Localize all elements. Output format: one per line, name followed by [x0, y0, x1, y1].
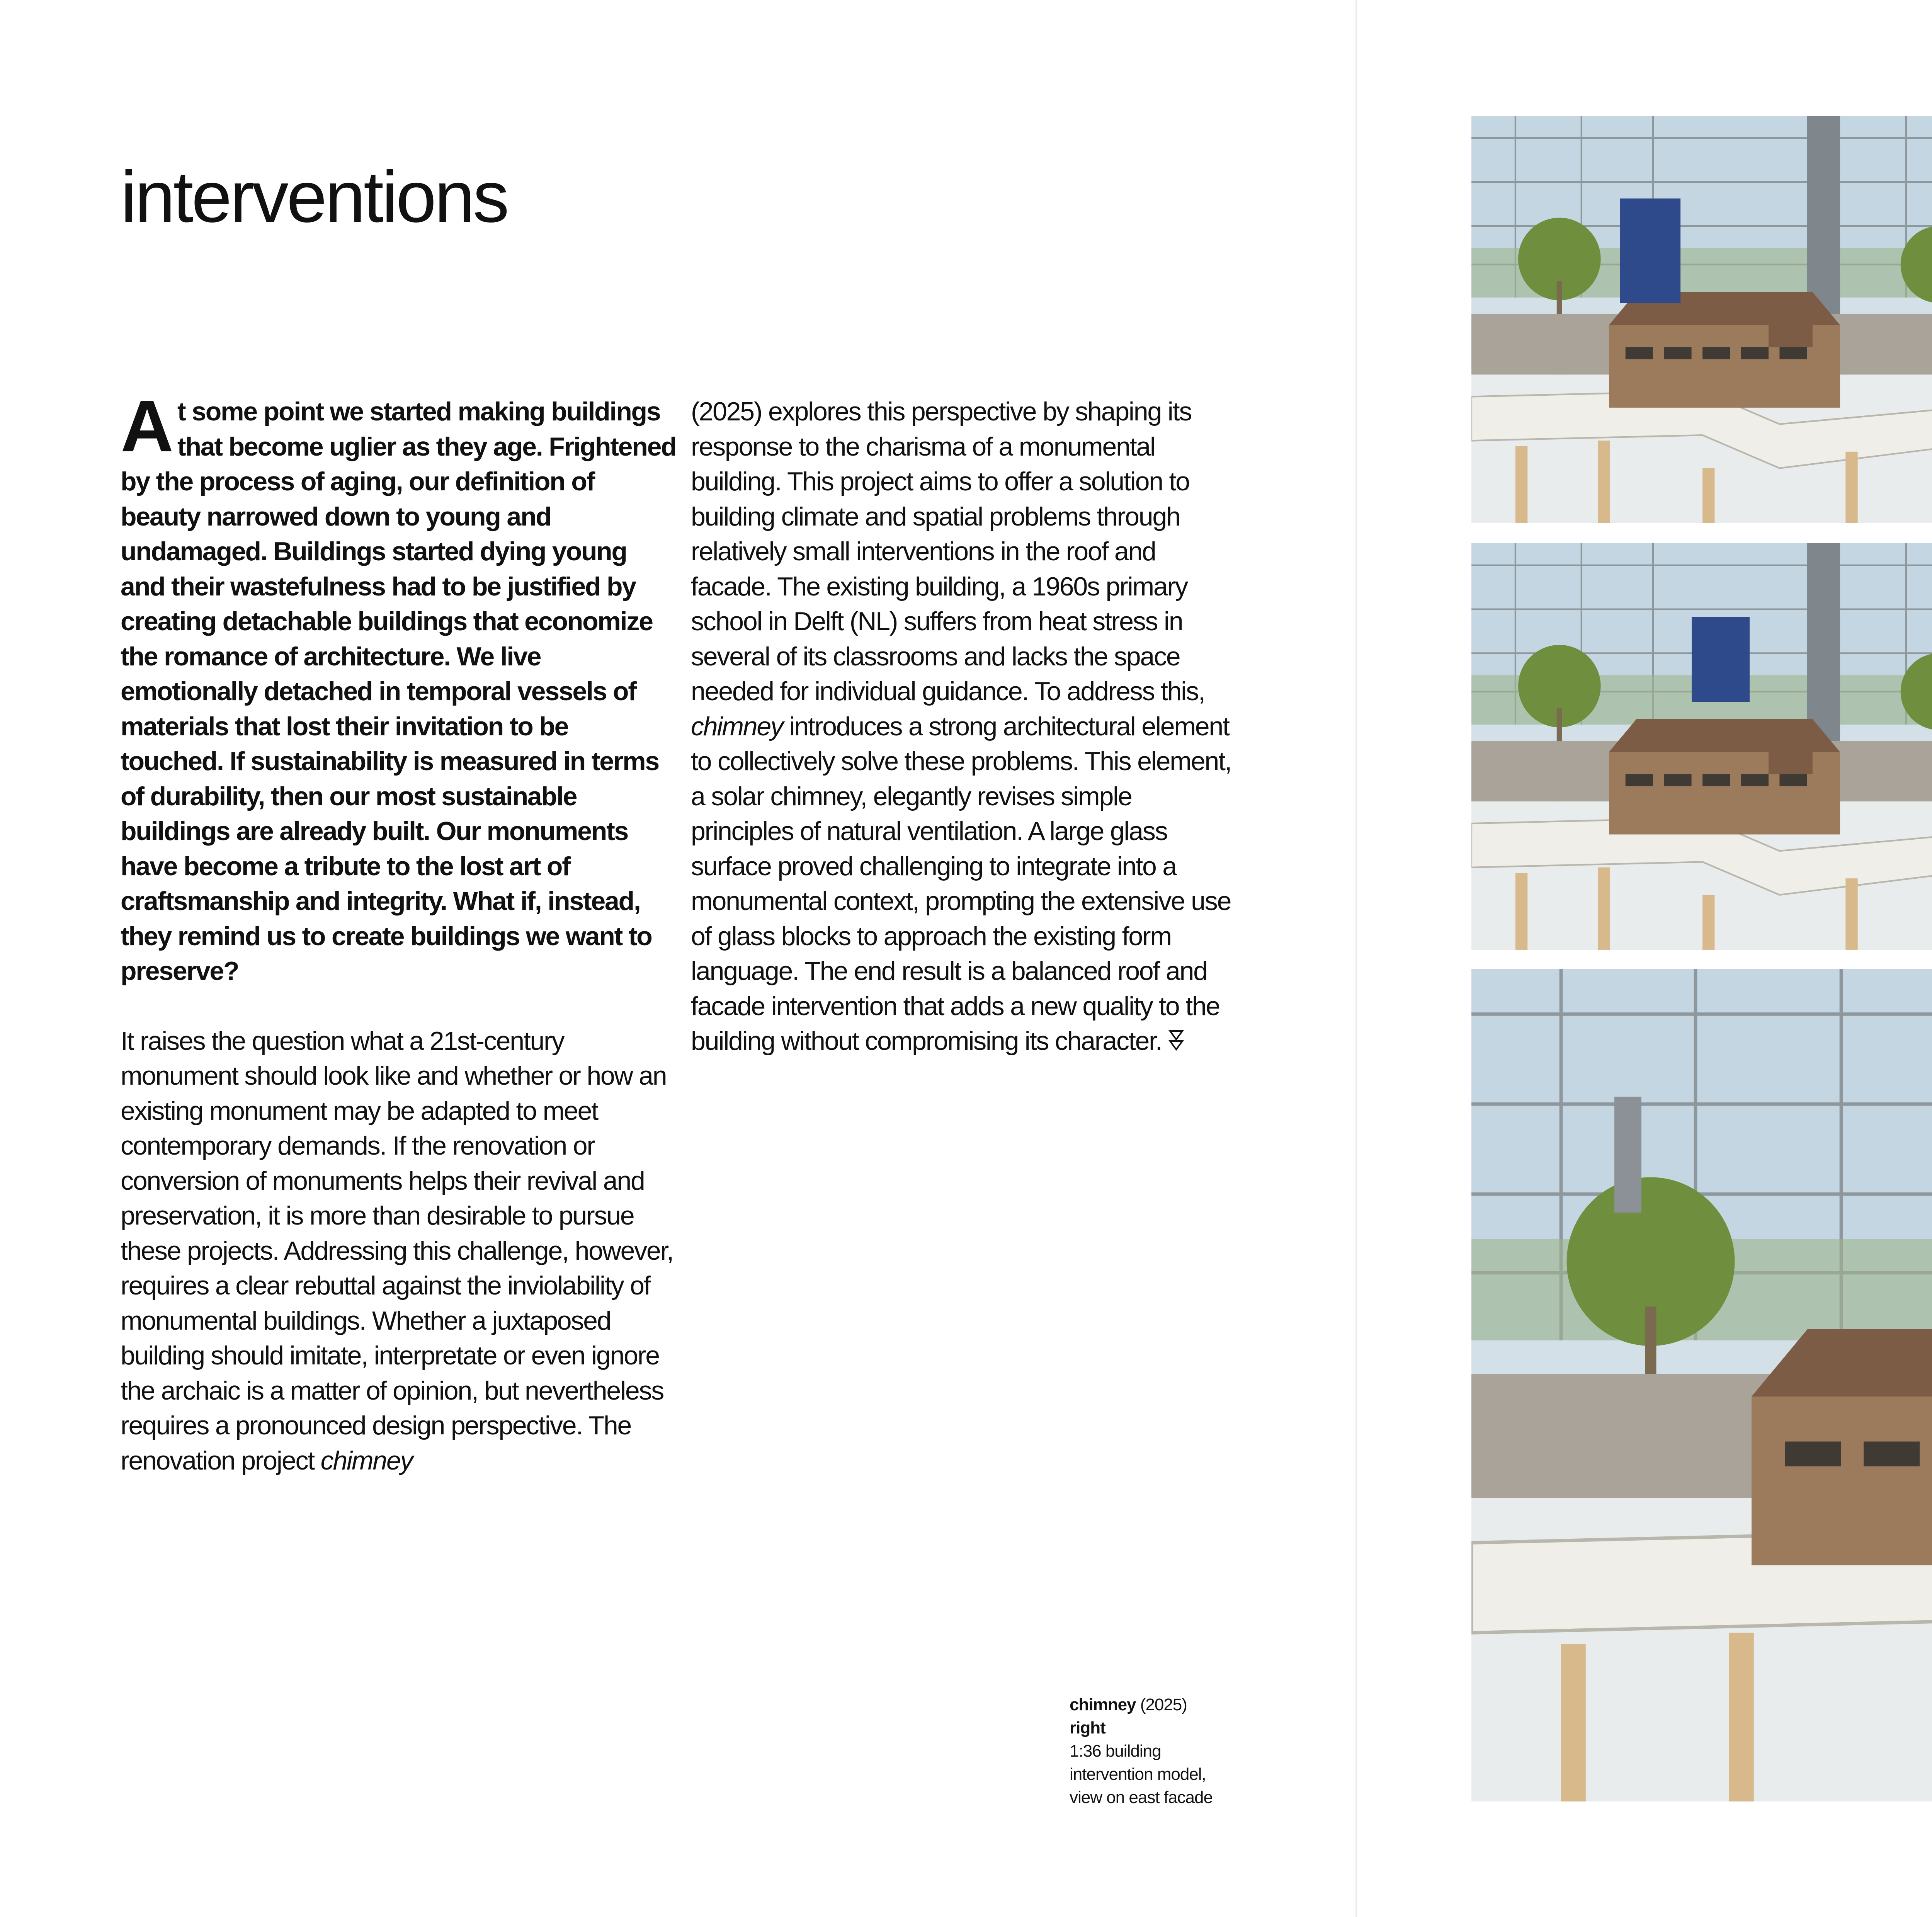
- caption-title: chimney: [1070, 1695, 1136, 1714]
- project-name-italic: chimney: [320, 1446, 413, 1475]
- model-photo-1-image: [1471, 116, 1932, 523]
- article-column-right: [691, 394, 1240, 1060]
- body-right-text-1: (2025) explores this perspective by shaping its response to the charisma of a monumental building. This project aims to offer a solution to building climate and spatial problems through relatively small interventions in the roof and facade. The existing building, a 1960s primary school in Delft (NL) suffers from heat stress in several of its classrooms and lacks the space needed for individual guidance. To address this,: [691, 397, 1205, 706]
- caption-position: right: [1070, 1718, 1105, 1737]
- caption-line-2: intervention model,: [1070, 1765, 1206, 1784]
- model-photo-1: [1471, 116, 1932, 523]
- body-paragraph-left: [121, 1024, 677, 1478]
- body-left-text: It raises the question what a 21st-century monument should look like and whether or how an existing monument may be adapted to meet contemporary demands. If the renovation or conversion of monuments helps their revival and preservation, it is more than desirable to pursue these projects. Addressing this challenge, however, requires a clear rebuttal against the inviolability of monumental buildings. Whether a juxtaposed building should imitate, interpretate or even ignore the archaic is a matter of opinion, but nevertheless requires a pronounced design perspective. The renovation project: [121, 1026, 673, 1475]
- lead-paragraph: [121, 385, 677, 989]
- end-of-article-icon: [1168, 1026, 1184, 1061]
- model-photo-3-image: [1471, 543, 1932, 950]
- lead-text: t some point we started making buildings that become uglier as they age. Frightened by the process of aging, our definition of beauty narrowed down to young and undamaged. Buildings started dying young and their wastefulness had to be justified by creating detachable buildings that economize the romance of architecture. We live emotionally detached in temporal vessels of materials that lost their invitation to be touched. If sustainability is measured in terms of durability, then our most sustainable buildings are already built. Our monuments have become a tribute to the lost art of craftsmanship and integrity. What if, instead, they remind us to create buildings we want to preserve?: [121, 397, 676, 986]
- spread-divider: [1355, 0, 1357, 1917]
- caption-line-1: 1:36 building: [1070, 1742, 1161, 1761]
- model-photo-3: [1471, 543, 1932, 950]
- project-name-italic-2: chimney: [691, 711, 783, 741]
- photo-caption: [1070, 1693, 1213, 1809]
- article-column-left: [121, 385, 677, 1478]
- drop-cap: A: [121, 385, 173, 467]
- body-right-text-2: introduces a strong architectural element to collectively solve these problems. This element, a solar chimney, elegantly revises simple principles of natural ventilation. A large glass surface proved challenging to integrate into a monumental context, prompting the extensive use of glass blocks to approach the existing form language. The end result is a balanced roof and facade intervention that adds a new quality to the building without compromising its character.: [691, 711, 1231, 1056]
- page-title: interventions: [121, 156, 507, 237]
- model-photo-main: [1471, 969, 1932, 1801]
- model-photo-main-image: [1471, 969, 1932, 1801]
- caption-line-3: view on east facade: [1070, 1788, 1213, 1807]
- caption-year: (2025): [1136, 1695, 1187, 1714]
